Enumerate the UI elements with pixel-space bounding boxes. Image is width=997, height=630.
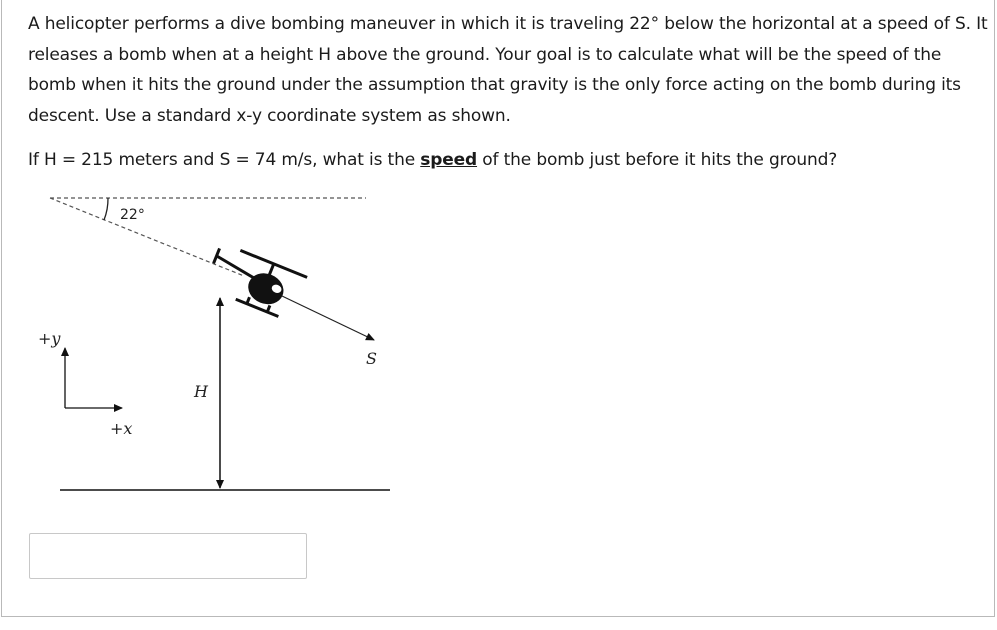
problem-prompt [28,145,988,176]
problem-description: A helicopter performs a dive bombing maneuver in which it is traveling 22° below the horizontal at a speed of S. It releases a bomb when at a height H above the ground. Your goal is to calculate what will be the speed of the bomb when it hits the ground under the assumption that gravity is the only force acting on the bomb during its descent. Use a standard x-y coordinate system as shown. [28,14,988,126]
prompt-after: of the bomb just before it hits the ground? [477,150,838,170]
prompt-before: If H = 215 meters and S = 74 m/s, what is the [28,150,421,170]
diagram-svg [32,188,402,508]
x-axis-label: +x [110,419,133,438]
height-label: H [194,382,208,401]
helicopter-diagram [32,188,402,508]
prompt-emphasis: speed [420,150,478,170]
velocity-vector-arrow [282,296,374,340]
dive-path-line [50,198,244,276]
question-panel [1,0,995,617]
question-text [28,9,988,176]
answer-input[interactable] [29,533,307,579]
speed-label: S [366,349,377,368]
angle-arc [104,198,108,220]
angle-label: 22° [120,207,145,223]
y-axis-label: +y [38,329,61,348]
